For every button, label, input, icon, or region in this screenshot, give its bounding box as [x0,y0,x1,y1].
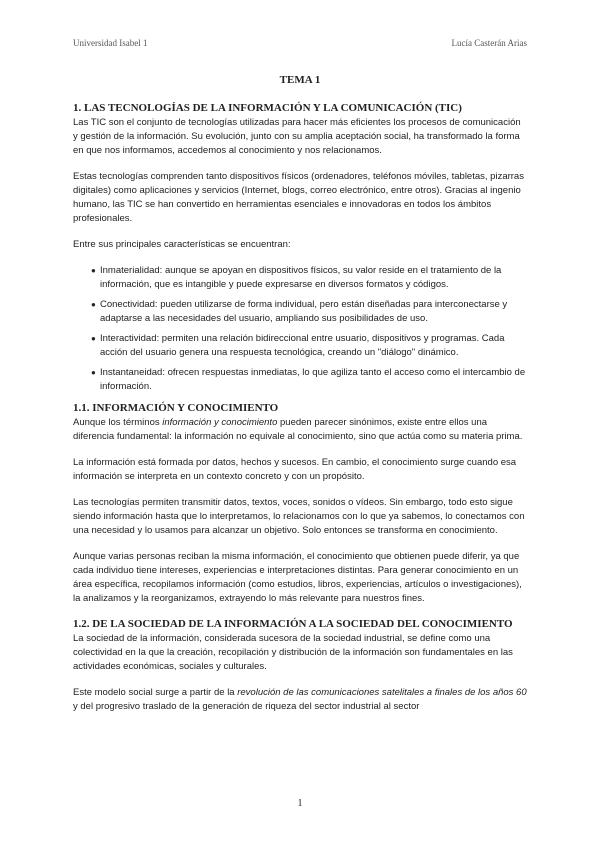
list-item [79,332,527,360]
document-body [73,74,527,726]
text-run: Este modelo social surge a partir de la [73,687,238,698]
bullet-icon: ● [91,266,96,275]
emphasis-text: información y conocimiento [162,417,278,428]
section-1-1-paragraph-3: Las tecnologías permiten transmitir datos, textos, voces, sonidos o vídeos. Sin embargo, todo esto sigue siendo información hasta que lo interpretamos, lo relacionamos con lo que ya sabemos, lo conectamos con una necesidad y lo usamos para alcanzar un objetivo. Solo entonces se transforma en conocimiento. [73,497,525,536]
list-item-text: Conectividad: pueden utilizarse de forma individual, pero están diseñadas para interconectarse y adaptarse a las necesidades del usuario, ampliando sus posibilidades de uso. [100,299,508,324]
section-1-2-heading: 1.2. DE LA SOCIEDAD DE LA INFORMACIÓN A LA SOCIEDAD DEL CONOCIMIENTO [73,618,513,630]
list-item-text: Inmaterialidad: aunque se apoyan en dispositivos físicos, su valor reside en el tratamiento de la información, que es intangible y puede expresarse en diversos formatos y códigos. [100,265,502,290]
header-university: Universidad Isabel 1 [73,38,148,48]
section-1-heading: 1. LAS TECNOLOGÍAS DE LA INFORMACIÓN Y LA COMUNICACIÓN (TIC) [73,102,462,114]
characteristics-list [79,264,527,394]
section-1-2-paragraph-2 [73,686,527,714]
emphasis-text: revolución de las comunicaciones satelitales a finales de los años 60 [237,687,527,698]
header-author: Lucía Casterán Arias [451,38,527,48]
list-item-text: Instantaneidad: ofrecen respuestas inmediatas, lo que agiliza tanto el acceso como el intercambio de información. [100,367,526,392]
list-item [79,298,527,326]
section-1-1-paragraph-1 [73,416,527,444]
characteristics-list-wrapper [73,264,527,394]
bullet-icon: ● [91,300,96,309]
section-1-paragraph-3: Entre sus principales características se encuentran: [73,239,291,250]
list-item [79,264,527,292]
section-1-2-paragraph-1: La sociedad de la información, considerada sucesora de la sociedad industrial, se define como una colectividad en la que la creación, recopilación y distribución de la información son fundamentales en las actividades económicas, sociales y culturales. [73,633,513,672]
text-run: y del progresivo traslado de la generación de riqueza del sector industrial al sector [73,701,420,712]
bullet-icon: ● [91,368,96,377]
bullet-icon: ● [91,334,96,343]
section-1-paragraph-2: Estas tecnologías comprenden tanto dispositivos físicos (ordenadores, teléfonos móviles, tabletas, pizarras digitales) como aplicaciones y servicios (Internet, blogs, correo electrónico, entre otros). Gracias al ingenio humano, las TIC se han convertido en herramientas esenciales e innovadoras en todos los ámbitos profesionales. [73,171,524,224]
page-number: 1 [297,798,303,809]
list-item-text: Interactividad: permiten una relación bidireccional entre usuario, dispositivos y programas. Cada acción del usuario genera una respuesta tecnológica, creando un "diálogo" dinámico. [100,333,505,358]
text-run: Aunque los términos [73,417,163,428]
section-1-paragraph-1: Las TIC son el conjunto de tecnologías utilizadas para hacer más eficientes los procesos de comunicación y gestión de la información. Su evolución, junto con su amplia aceptación social, ha transformado la forma en que nos informamos, accedemos al conocimiento y nos relacionamos. [73,117,521,156]
section-1-1-paragraph-4: Aunque varias personas reciban la misma información, el conocimiento que obtienen puede diferir, ya que cada individuo tiene intereses, experiencias e interpretaciones distintas. Para generar conocimiento en un área específica, recopilamos información (como estudios, libros, experiencias, artículos o investigaciones), la analizamos y la reorganizamos, extrayendo lo más relevante para nuestros fines. [73,551,522,604]
list-item [79,366,527,394]
text-run: pueden parecer sinónimos, existe entre ellos una diferencia fundamental: la información no equivale al conocimiento, sino que actúa como su materia prima. [73,417,523,442]
section-1-1-paragraph-2: La información está formada por datos, hechos y sucesos. En cambio, el conocimiento surge cuando esa información se interpreta en un contexto concreto y con un propósito. [73,457,517,482]
page-title: TEMA 1 [279,74,321,86]
section-1-1-heading: 1.1. INFORMACIÓN Y CONOCIMIENTO [73,402,279,414]
